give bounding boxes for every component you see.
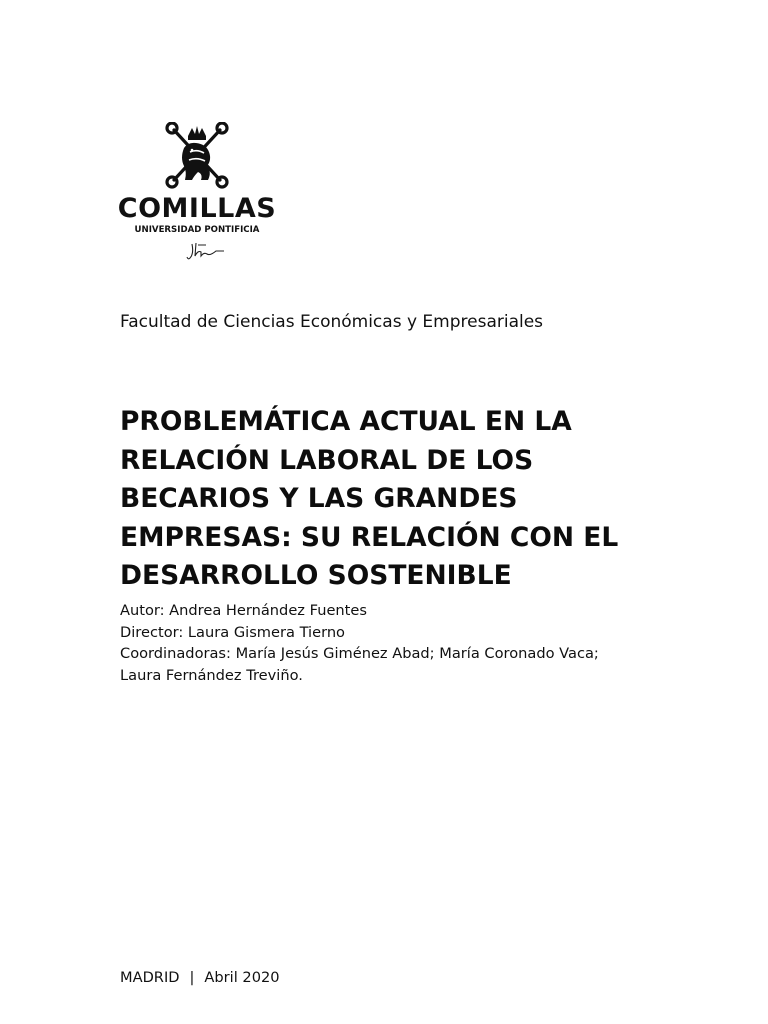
document-credits [120, 600, 599, 686]
footer-date: Abril 2020 [204, 969, 280, 986]
faculty-name: Facultad de Ciencias Económicas y Empresariales [120, 312, 544, 332]
logo-wordmark: COMILLAS [117, 193, 277, 224]
footer-separator: | [189, 969, 195, 986]
coordinators-line-continued: Laura Fernández Treviño. [120, 666, 303, 684]
director-line: Director: Laura Gismera Tierno [120, 623, 345, 641]
coordinators-line: Coordinadoras: María Jesús Giménez Abad; María Coronado Vaca; [120, 645, 599, 662]
document-title: PROBLEMÁTICA ACTUAL EN LA RELACIÓN LABORAL DE LOS BECARIOS Y LAS GRANDES EMPRESAS: SU RELACIÓN CON EL DESARROLLO SOSTENIBLE [120, 406, 619, 591]
university-logo [108, 122, 286, 262]
author-line: Autor: Andrea Hernández Fuentes [120, 602, 367, 619]
logo-subtitle: UNIVERSIDAD PONTIFICIA [134, 225, 260, 235]
footer-city: MADRID [120, 969, 180, 986]
footer-place-date [120, 968, 280, 988]
signature-icon [186, 240, 226, 262]
crest-icon [108, 122, 286, 192]
